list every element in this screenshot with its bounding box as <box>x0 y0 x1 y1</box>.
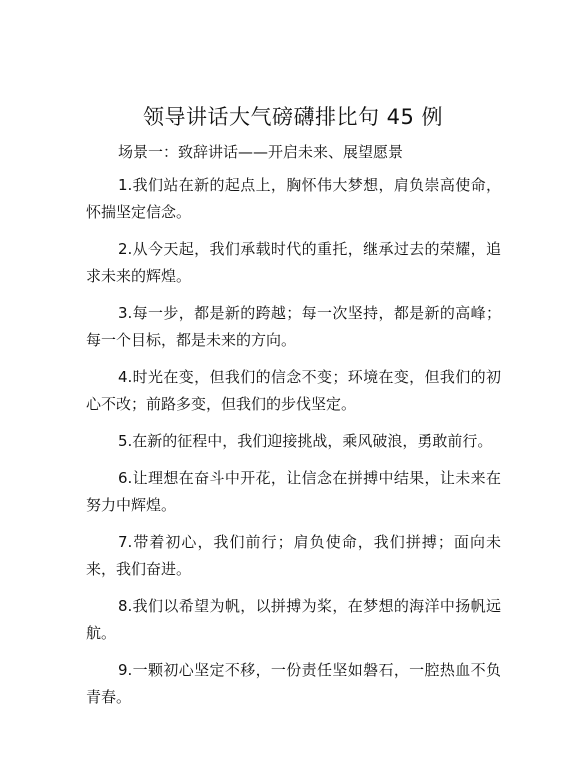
list-item: 7.带着初心，我们前行；肩负使命，我们拼搏；面向未来，我们奋进。 <box>86 533 501 578</box>
list-item: 8.我们以希望为帆，以拼搏为桨，在梦想的海洋中扬帆远航。 <box>86 597 501 642</box>
section-heading: 场景一：致辞讲话——开启未来、展望愿景 <box>118 143 404 161</box>
document-title: 领导讲话大气磅礴排比句 45 例 <box>142 105 444 129</box>
list-item: 2.从今天起，我们承载时代的重托，继承过去的荣耀，追求未来的辉煌。 <box>86 240 501 285</box>
list-item: 9.一颗初心坚定不移，一份责任坚如磐石，一腔热血不负青春。 <box>86 661 501 706</box>
list-item: 5.在新的征程中，我们迎接挑战，乘风破浪，勇敢前行。 <box>118 432 493 450</box>
list-item: 6.让理想在奋斗中开花，让信念在拼搏中结果，让未来在努力中辉煌。 <box>86 469 501 514</box>
list-item: 1.我们站在新的起点上，胸怀伟大梦想，肩负崇高使命，怀揣坚定信念。 <box>86 176 501 221</box>
list-item: 3.每一步，都是新的跨越；每一次坚持，都是新的高峰；每一个目标，都是未来的方向。 <box>86 304 501 349</box>
list-item: 4.时光在变，但我们的信念不变；环境在变，但我们的初心不改；前路多变，但我们的步伐坚定。 <box>86 368 501 413</box>
phrase-list <box>86 172 501 721</box>
